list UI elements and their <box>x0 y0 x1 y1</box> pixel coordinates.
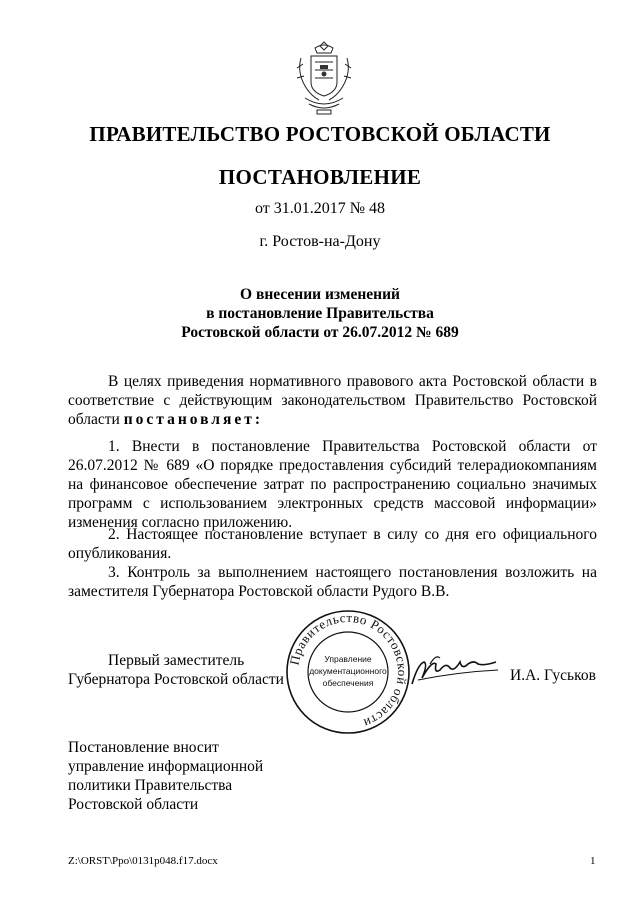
file-path: Z:\ORST\Ppo\0131p048.f17.docx <box>68 855 218 867</box>
preamble-text: В целях приведения нормативного правового акта Ростовской области в соответствие с действующим законодательством Правительство Ростовской области <box>68 373 597 428</box>
item-2: 2. Настоящее постановление вступает в силу со дня его официального опубликования. <box>68 526 597 562</box>
submitted-by-note <box>68 738 263 814</box>
city: г. Ростов-на-Дону <box>259 233 381 250</box>
document-subject <box>40 285 600 342</box>
note-line: Постановление вносит <box>68 739 219 756</box>
handwritten-signature <box>408 650 503 700</box>
item-1: 1. Внести в постановление Правительства Ростовской области от 26.07.2012 № 689 «О порядке предоставления субсидий телерадиокомпаниям на финансовое обеспечение затрат по распространению социально значимых программ с использованием электронных средств массовой информации» изменения согласно приложению. <box>68 438 597 531</box>
document-type: ПОСТАНОВЛЕНИЕ <box>218 165 422 189</box>
stamp-center-line: Управление <box>324 654 372 664</box>
note-line: Ростовской области <box>68 796 199 813</box>
date-and-number: от 31.01.2017 № 48 <box>254 200 386 217</box>
coat-of-arms-icon <box>293 38 355 118</box>
position-line: Губернатора Ростовской области <box>68 671 284 688</box>
stamp-center-line: обеспечения <box>322 678 374 688</box>
note-line: управление информационной <box>68 758 264 775</box>
official-stamp <box>284 608 412 736</box>
stamp-ring-text: Правительство Ростовской области <box>286 609 411 732</box>
item-3: 3. Контроль за выполнением настоящего постановления возложить на заместителя Губернатора Ростовской области Рудого В.В. <box>68 564 597 600</box>
subject-line: О внесении изменений <box>240 286 400 303</box>
signatory-position <box>68 651 284 689</box>
resolves-word: постановляет: <box>123 411 264 428</box>
stamp-center-line: документационного <box>309 666 387 676</box>
government-title: ПРАВИТЕЛЬСТВО РОСТОВСКОЙ ОБЛАСТИ <box>89 122 551 146</box>
preamble <box>68 372 597 429</box>
signatory-name: И.А. Гуськов <box>510 667 596 684</box>
subject-line: Ростовской области от 26.07.2012 № 689 <box>181 324 459 341</box>
page-number: 1 <box>590 855 596 867</box>
note-line: политики Правительства <box>68 777 233 794</box>
position-line: Первый заместитель <box>108 652 245 669</box>
subject-line: в постановление Правительства <box>206 305 434 322</box>
